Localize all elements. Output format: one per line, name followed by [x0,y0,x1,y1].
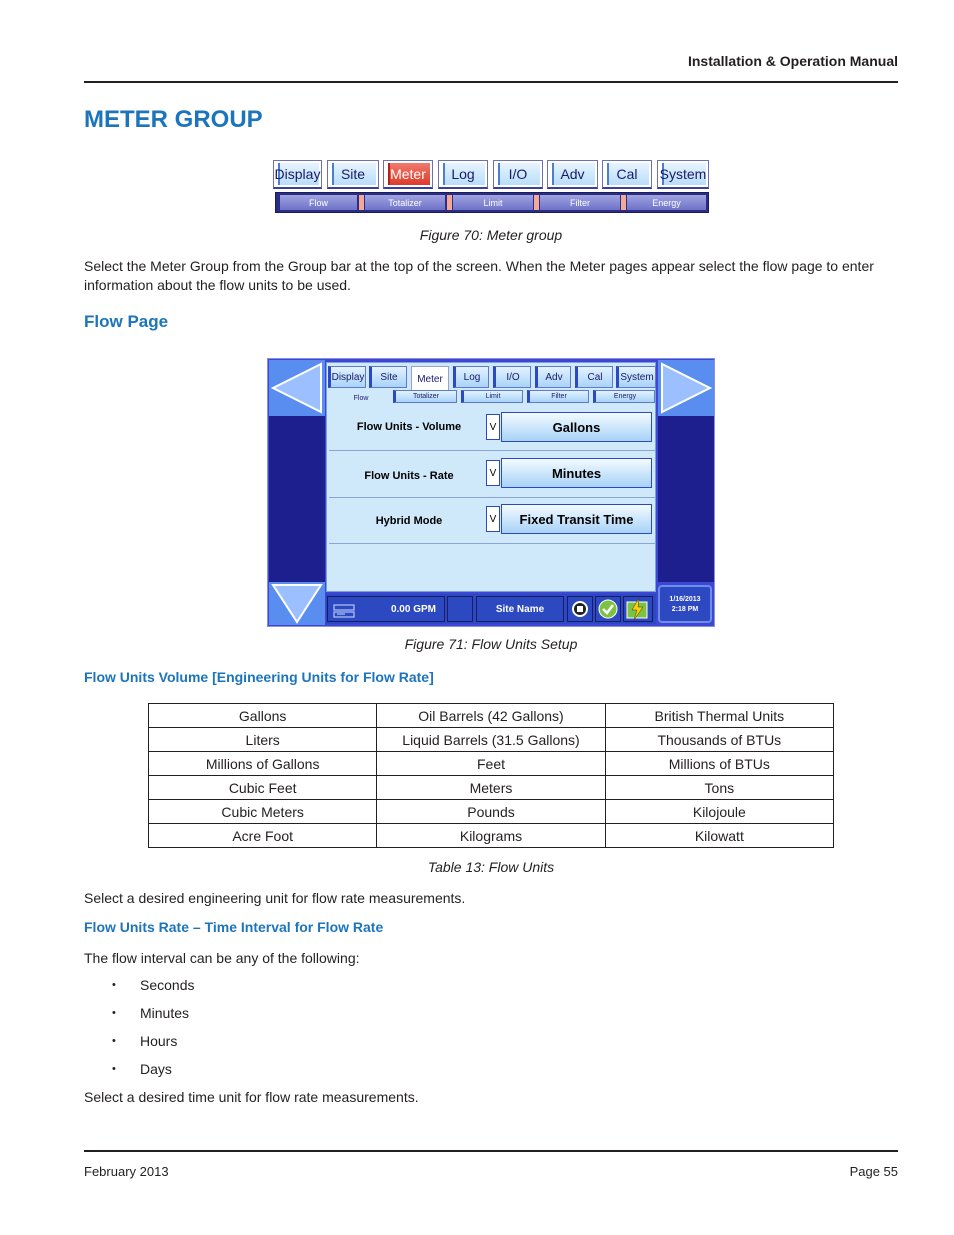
section-title: METER GROUP [84,106,263,133]
table-cell: Tons [605,776,833,800]
field-label: Hybrid Mode [375,515,443,527]
table-row [149,824,834,848]
screen-tab-site[interactable]: Site [369,366,407,388]
group-tab-adv[interactable]: Adv [547,160,598,189]
date-text: 1/16/2013 [669,596,701,603]
screen-tab-log[interactable]: Log [453,366,489,388]
sub-tab-limit[interactable]: Limit [453,195,533,210]
prev-page-button[interactable] [269,360,325,416]
sub-tab-bar [275,192,709,213]
field-label: Flow Units - Volume [356,421,462,433]
flow-units-setup-figure [267,358,715,627]
table-cell: Gallons [149,704,377,728]
footer-date: February 2013 [84,1164,169,1179]
site-name: Site Name [476,596,564,622]
group-tab-cal[interactable]: Cal [602,160,652,189]
battery-icon [625,598,651,620]
check-icon [598,599,618,619]
list-item: • Hours [112,1032,194,1060]
group-tab-log[interactable]: Log [438,160,488,189]
table-row [149,728,834,752]
screen-subtab-limit[interactable]: Limit [461,390,523,403]
dropdown-button[interactable]: V [486,506,500,532]
group-tab-meter[interactable]: Meter [383,160,433,189]
table-row [149,752,834,776]
status-blank [447,596,473,622]
figure70-caption: Figure 70: Meter group [419,227,563,243]
screen-subtab-energy[interactable]: Energy [593,390,655,403]
screen-subtab-flow[interactable]: Flow [353,395,369,402]
status-bar [326,594,656,624]
flow-page-heading: Flow Page [84,312,169,331]
time-select-text: Select a desired time unit for flow rate measurements. [84,1089,419,1105]
screen-tab-system[interactable]: System [616,366,656,388]
flow-units-heading: Flow Units Volume [Engineering Units for Flow Rate] [84,669,434,685]
group-tab-system[interactable]: System [657,160,709,189]
table-caption: Table 13: Flow Units [427,859,555,875]
sub-tab-filter[interactable]: Filter [540,195,620,210]
table-cell: Kilograms [377,824,605,848]
sub-tab-energy[interactable]: Energy [627,195,706,210]
group-tab-io[interactable]: I/O [493,160,543,189]
table-cell: Feet [377,752,605,776]
table-cell: Cubic Feet [149,776,377,800]
footer-rule [84,1150,898,1152]
flow-units-rate-value[interactable]: Minutes [501,458,652,488]
unit-select-text: Select a desired engineering unit for flow rate measurements. [84,890,466,906]
screen-tab-io[interactable]: I/O [493,366,531,388]
screen-subtab-totalizer[interactable]: Totalizer [393,390,457,403]
table-cell: Cubic Meters [149,800,377,824]
rate-heading: Flow Units Rate – Time Interval for Flow Rate [84,919,384,935]
group-tab-display[interactable]: Display [273,160,322,189]
table-cell: Oil Barrels (42 Gallons) [377,704,605,728]
field-row-hybrid-mode [329,498,655,544]
flow-units-volume-value[interactable]: Gallons [501,412,652,442]
table-cell: Liquid Barrels (31.5 Gallons) [377,728,605,752]
screen-tab-meter[interactable]: Meter [411,366,449,392]
rate-intro: The flow interval can be any of the following: [84,950,360,966]
flow-units-table [148,703,834,848]
table-cell: Liters [149,728,377,752]
hybrid-mode-value[interactable]: Fixed Transit Time [501,504,652,534]
table-cell: Kilojoule [605,800,833,824]
meter-group-figure [273,160,709,214]
table-cell: Thousands of BTUs [605,728,833,752]
table-cell: Meters [377,776,605,800]
table-row [149,704,834,728]
intro-paragraph: Select the Meter Group from the Group bar at the top of the screen. When the Meter pages appear select the flow page to enter information about the flow units to be used. [84,258,874,293]
ok-status[interactable] [595,596,621,622]
next-page-button[interactable] [658,360,714,416]
table-cell: Millions of BTUs [605,752,833,776]
screen-tab-display[interactable]: Display [328,366,366,388]
table-cell: Millions of Gallons [149,752,377,776]
right-side-panel [658,416,714,582]
sub-tab-flow[interactable]: Flow [280,195,357,210]
table-cell: British Thermal Units [605,704,833,728]
flow-panel [326,362,656,592]
header-rule [84,81,898,83]
list-item: • Minutes [112,1004,194,1032]
table-row [149,776,834,800]
field-row-flow-units-volume [329,405,655,451]
time-text: 2:18 PM [671,606,699,613]
screen-tab-cal[interactable]: Cal [575,366,613,388]
dropdown-button[interactable]: V [486,414,500,440]
list-item: • Days [112,1060,194,1088]
screen-subtab-filter[interactable]: Filter [527,390,589,403]
screen-tab-adv[interactable]: Adv [535,366,571,388]
sub-tab-totalizer[interactable]: Totalizer [365,195,445,210]
table-cell: Kilowatt [605,824,833,848]
field-label: Flow Units - Rate [364,470,454,482]
table-cell: Pounds [377,800,605,824]
left-arrow-icon [269,360,325,416]
power-status[interactable] [623,596,653,622]
dropdown-button[interactable]: V [486,460,500,486]
meter-icon [333,603,355,619]
right-arrow-icon [658,360,714,416]
interval-list [112,976,194,1088]
figure71-caption: Figure 71: Flow Units Setup [404,636,578,652]
field-row-flow-units-rate [329,452,655,498]
down-arrow-icon [269,582,325,625]
flow-reading: 0.00 GPM [327,596,445,622]
left-side-panel [269,416,325,582]
date-time-display[interactable] [658,585,712,623]
table-cell: Acre Foot [149,824,377,848]
scroll-down-button[interactable] [269,582,325,625]
footer-page-number: Page 55 [849,1164,898,1179]
table-row [149,800,834,824]
stop-button[interactable] [567,596,593,622]
group-tab-site[interactable]: Site [327,160,379,189]
header-title: Installation & Operation Manual [687,53,898,69]
stop-icon [571,600,589,618]
list-item: • Seconds [112,976,194,1004]
